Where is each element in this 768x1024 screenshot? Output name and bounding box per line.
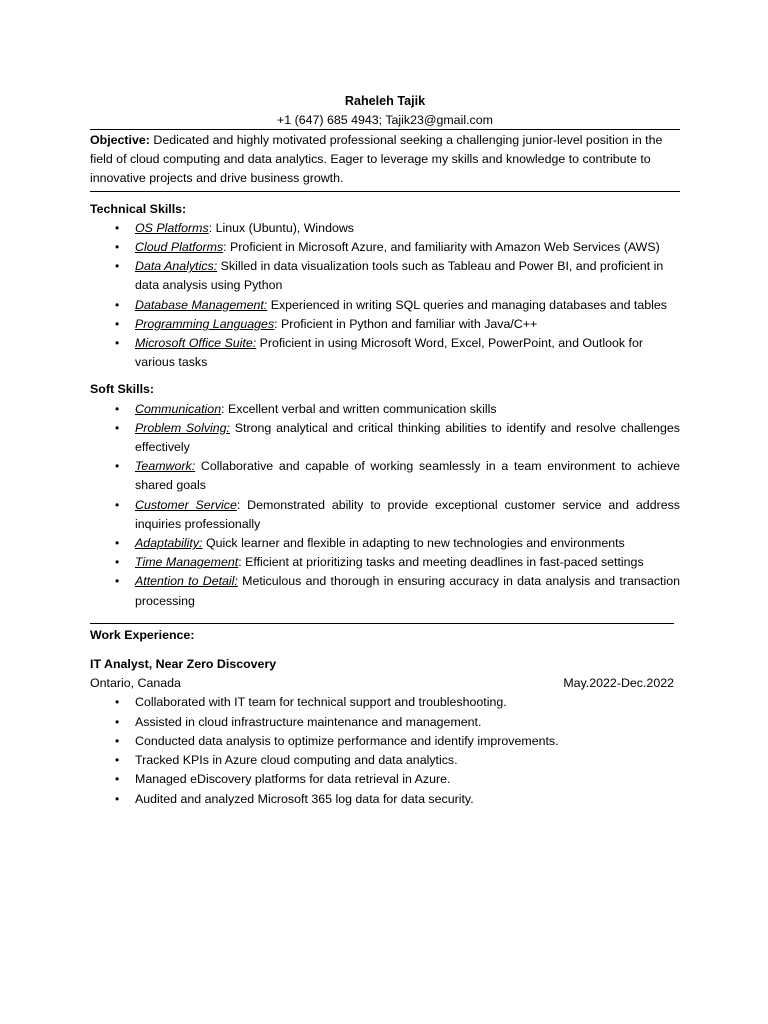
list-item xyxy=(90,334,680,372)
skill-text: Experienced in writing SQL queries and managing databases and tables xyxy=(267,297,667,312)
list-item xyxy=(90,572,680,610)
skill-term: Database Management: xyxy=(135,297,268,312)
list-item: • Tracked KPIs in Azure cloud computing and data analytics. xyxy=(90,751,680,770)
list-item xyxy=(90,296,680,315)
list-item: • Audited and analyzed Microsoft 365 log data for data security. xyxy=(90,790,680,809)
skill-term: Customer Service xyxy=(135,497,237,512)
job-duties-list xyxy=(90,693,680,808)
list-item: • Assisted in cloud infrastructure maintenance and management. xyxy=(90,713,680,732)
skill-term: Data Analytics: xyxy=(135,259,218,274)
job-title: IT Analyst, Near Zero Discovery xyxy=(90,657,277,672)
skill-term: Adaptability: xyxy=(135,536,203,551)
list-item xyxy=(90,419,680,457)
skill-text: : Demonstrated ability to provide exceptional customer service and address inquiries professionally xyxy=(135,497,681,531)
work-experience-title: Work Experience: xyxy=(90,627,195,642)
list-item xyxy=(90,400,680,419)
list-item xyxy=(90,457,680,495)
list-item: • Collaborated with IT team for technical support and troubleshooting. xyxy=(90,693,680,712)
skill-term: Teamwork: xyxy=(135,459,196,474)
skill-text: Proficient in using Microsoft Word, Excel, PowerPoint, and Outlook for various tasks xyxy=(135,336,644,370)
skill-term: Microsoft Office Suite: xyxy=(135,336,257,351)
list-item xyxy=(90,553,680,572)
skill-term: Communication xyxy=(135,401,222,416)
soft-skills-list xyxy=(90,400,680,611)
list-item xyxy=(90,219,680,238)
skill-text: : Linux (Ubuntu), Windows xyxy=(208,220,354,235)
skill-text: Strong analytical and critical thinking abilities to identify and resolve challenges effectively xyxy=(135,420,680,455)
skill-term: Problem Solving: xyxy=(135,420,230,435)
job-location: Ontario, Canada xyxy=(90,676,181,691)
skill-term: Programming Languages xyxy=(135,316,275,331)
skill-term: OS Platforms xyxy=(135,220,209,235)
list-item: • Conducted data analysis to optimize performance and identify improvements. xyxy=(90,732,680,751)
objective-text: Dedicated and highly motivated professional seeking a challenging junior-level position in the field of cloud computing and data analytics. Eager to leverage my skills and knowledge to contribute to innovative projects and drive business growth. xyxy=(90,133,663,186)
objective-label: Objective: xyxy=(90,133,150,147)
skill-text: Quick learner and flexible in adapting to new technologies and environments xyxy=(202,536,625,551)
list-item xyxy=(90,496,680,534)
skill-text: : Efficient at prioritizing tasks and meeting deadlines in fast-paced settings xyxy=(238,555,644,570)
candidate-name: Raheleh Tajik xyxy=(344,94,426,108)
skill-text: : Proficient in Python and familiar with Java/C++ xyxy=(274,316,538,331)
skill-text: Collaborative and capable of working seamlessly in a team environment to achieve shared goals xyxy=(135,459,680,493)
section-divider xyxy=(90,623,674,624)
technical-skills-title: Technical Skills: xyxy=(90,201,187,216)
list-item xyxy=(90,257,680,295)
objective-section xyxy=(90,129,680,192)
soft-skills-title: Soft Skills: xyxy=(90,382,155,397)
job-dates: May.2022-Dec.2022 xyxy=(563,676,674,691)
skill-text: : Proficient in Microsoft Azure, and familiarity with Amazon Web Services (AWS) xyxy=(223,240,660,255)
list-item xyxy=(90,238,680,257)
contact-line: +1 (647) 685 4943; Tajik23@gmail.com xyxy=(277,113,493,127)
technical-skills-list xyxy=(90,219,680,373)
skill-text: Meticulous and thorough in ensuring accuracy in data analysis and transaction processing xyxy=(135,574,681,608)
skill-term: Cloud Platforms xyxy=(135,240,224,255)
skill-text: Skilled in data visualization tools such as Tableau and Power BI, and proficient in data analysis using Python xyxy=(135,259,664,293)
job-meta xyxy=(90,674,680,693)
skill-term: Attention to Detail: xyxy=(135,574,238,589)
list-item xyxy=(90,534,680,553)
list-item: • Managed eDiscovery platforms for data retrieval in Azure. xyxy=(90,770,680,789)
list-item xyxy=(90,315,680,334)
resume-content xyxy=(90,92,680,809)
skill-term: Time Management xyxy=(135,555,239,570)
skill-text: : Excellent verbal and written communication skills xyxy=(221,401,497,416)
